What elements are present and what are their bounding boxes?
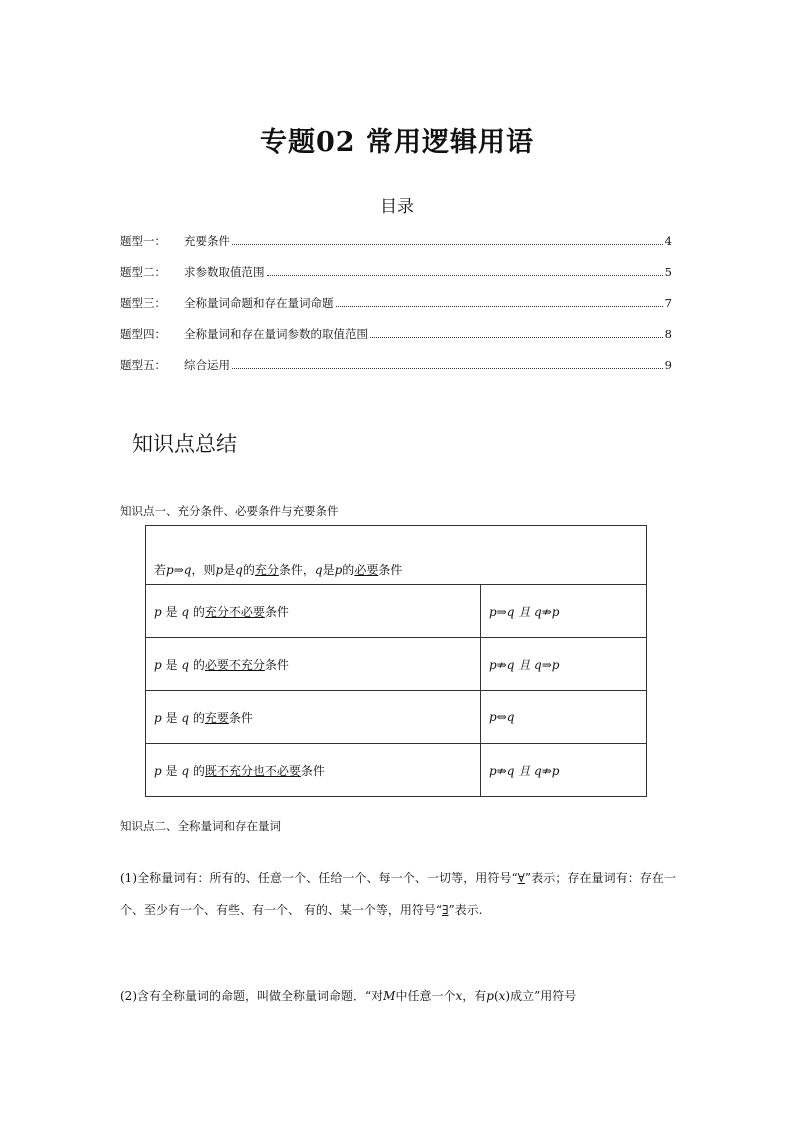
math-var: M [383,989,396,1003]
knowledge-point-1-heading: 知识点一、充分条件、必要条件与充要条件 [120,504,339,518]
toc-item-title: 综合运用 [184,358,230,372]
underlined-term: 必要 [354,563,379,577]
text: )成立”用符号 [505,989,577,1003]
toc-item-type: 题型四： [120,327,166,341]
relation-cell: p⇒q 且 q⇏p [481,585,647,638]
paragraph-quantifiers [120,862,676,926]
condition-cell [146,638,481,691]
text: 若 [154,563,167,577]
text: 的 [242,563,255,577]
knowledge-point-2-heading: 知识点二、全称量词和存在量词 [120,819,281,833]
text: 是 [223,563,236,577]
condition-cell [146,744,481,797]
paragraph-universal-proposition [120,980,676,1012]
toc-item-type: 题型一： [120,234,166,248]
text: (1)全称量词有：所有的、任意一个、任给一个、每一个、一切等，用符号“ [120,871,518,885]
table-header-cell [146,526,647,585]
toc-leader-dots [232,244,663,245]
relation-cell: p⇏q 且 q⇒p [481,638,647,691]
math-var: q [235,563,243,577]
table-header-row [146,526,647,585]
text: 的 [192,763,205,778]
toc-item-title: 全称量词和存在量词参数的取值范围 [184,327,368,341]
section-heading: 知识点总结 [132,432,237,456]
page-title: 专题02 常用逻辑用语 [260,127,534,158]
math-var: x [498,989,506,1003]
math-var: q [181,710,190,725]
text: 是 [322,563,335,577]
toc-leader-dots [336,306,663,307]
toc-leader-dots [267,275,663,276]
math-var: p [154,657,162,672]
toc-item-type: 题型二： [120,265,166,279]
text: ”表示；存在量词有：存在一个、至少有一个、有些、有一个、 有的、某一个等，用符号“ [120,871,677,917]
toc-item[interactable] [120,357,672,375]
math-var: p [486,989,494,1003]
table-row [146,585,647,638]
underlined-term: 充分不必要 [204,604,265,619]
text: ，有 [462,989,487,1003]
text: 条件 [264,657,289,672]
text: 的 [342,563,355,577]
text: 中任意一个 [395,989,456,1003]
table-row [146,691,647,744]
toc-item-page: 8 [664,327,672,341]
table-row [146,638,647,691]
relation-cell: p⇔q [481,691,647,744]
condition-cell [146,691,481,744]
text: ，则 [191,563,216,577]
underlined-term: 既不充分也不必要 [204,763,301,778]
text: 是 [165,604,178,619]
text: 的 [192,604,205,619]
math-var: p [215,563,224,577]
math-var: q [181,763,190,778]
condition-table [145,525,647,797]
text: 条件 [378,563,403,577]
text: 是 [165,763,178,778]
math-var: q [181,657,190,672]
math-var: p [154,710,162,725]
text: 条件 [300,763,325,778]
math-var: q [183,563,192,577]
toc-item-type: 题型五： [120,358,166,372]
toc-heading: 目录 [380,197,414,217]
toc-item-title: 求参数取值范围 [184,265,265,279]
forall-symbol: ∀ [517,871,525,885]
exists-symbol: ∃ [441,903,449,917]
text: (2)含有全称量词的命题，叫做全称量词命题．“对 [120,989,384,1003]
math-var: p [334,563,343,577]
toc-item[interactable] [120,295,672,313]
toc-item[interactable] [120,326,672,344]
underlined-term: 充分 [254,563,279,577]
toc-item-type: 题型三： [120,296,166,310]
math-var: p [154,604,162,619]
underlined-term: 充要 [204,710,229,725]
text: ( [493,989,499,1003]
text: 的 [192,710,205,725]
text: 条件 [228,710,253,725]
toc-item-title: 全称量词命题和存在量词命题 [184,296,334,310]
toc-item-title: 充要条件 [184,234,230,248]
toc-item-page: 4 [664,234,672,248]
toc-item[interactable] [120,264,672,282]
toc-leader-dots [232,368,663,369]
text: 的 [192,657,205,672]
toc-item-page: 5 [664,265,672,279]
condition-cell [146,585,481,638]
text: 是 [165,710,178,725]
implies-symbol: ⇒ [173,563,184,577]
text: 是 [165,657,178,672]
math-var: q [314,563,323,577]
math-var: p [154,763,162,778]
text: 条件 [264,604,289,619]
toc-leader-dots [370,337,663,338]
underlined-term: 必要不充分 [204,657,265,672]
text: 条件， [278,563,315,577]
relation-cell: p⇏q 且 q⇏p [481,744,647,797]
toc-item-page: 9 [664,358,672,372]
math-var: p [166,563,174,577]
math-var: x [455,989,463,1003]
table-row [146,744,647,797]
math-var: q [181,604,190,619]
toc-item-page: 7 [664,296,672,310]
text: ”表示. [448,903,483,917]
toc-item[interactable] [120,233,672,251]
